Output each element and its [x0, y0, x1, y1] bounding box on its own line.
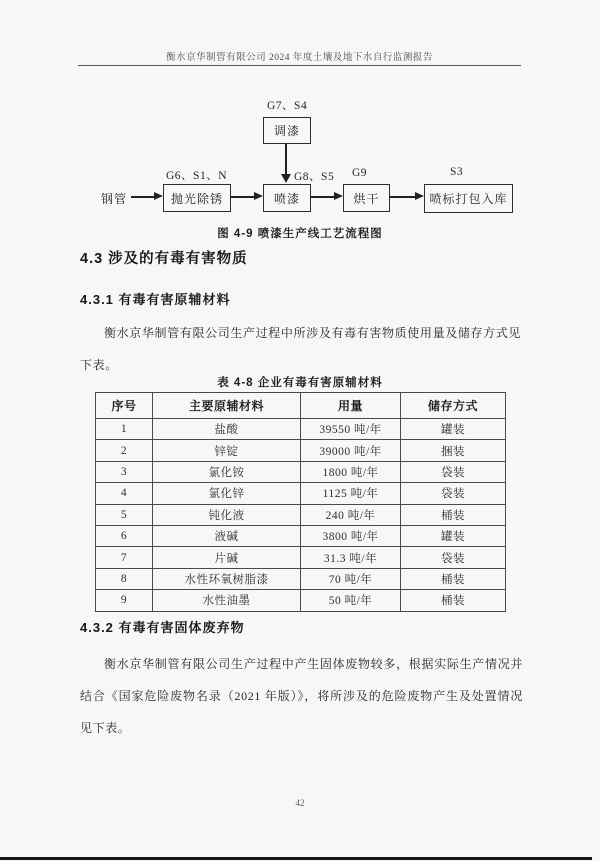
cell-storage-method: 桶装	[401, 590, 506, 611]
cell-serial-no: 1	[96, 419, 153, 440]
cell-usage-amount: 31.3 吨/年	[301, 547, 401, 568]
cell-usage-amount: 3800 吨/年	[301, 525, 401, 546]
cell-usage-amount: 39550 吨/年	[301, 419, 401, 440]
cell-storage-method: 袋装	[401, 547, 506, 568]
cell-serial-no: 2	[96, 440, 153, 461]
flow-box-paint-mixing: 调漆	[263, 117, 311, 144]
cell-storage-method: 罐装	[401, 525, 506, 546]
table-row	[96, 504, 506, 525]
flow-box-drying: 烘干	[343, 184, 390, 212]
materials-table-body	[96, 419, 506, 612]
header-material: 主要原辅材料	[153, 393, 301, 419]
cell-storage-method: 桶装	[401, 504, 506, 525]
right-arrow	[131, 196, 155, 198]
cell-usage-amount: 1800 吨/年	[301, 461, 401, 482]
cell-usage-amount: 240 吨/年	[301, 504, 401, 525]
table-header-row	[96, 393, 506, 419]
cell-usage-amount: 39000 吨/年	[301, 440, 401, 461]
header-storage: 储存方式	[401, 393, 506, 419]
cell-material-name: 片碱	[153, 547, 301, 568]
flow-tag-g8s5: G8、S5	[294, 171, 335, 183]
cell-material-name: 盐酸	[153, 419, 301, 440]
table-row	[96, 590, 506, 611]
hazardous-materials-table	[95, 392, 506, 612]
table-row	[96, 440, 506, 461]
table-row	[96, 547, 506, 568]
right-arrow	[231, 196, 255, 198]
cell-storage-method: 桶装	[401, 568, 506, 589]
cell-serial-no: 6	[96, 525, 153, 546]
table-row	[96, 461, 506, 482]
flow-box-spray-paint: 喷漆	[263, 184, 311, 212]
section-4-3-2-heading: 4.3.2 有毒有害固体废弃物	[80, 620, 245, 635]
section-4-3-heading: 4.3 涉及的有毒有害物质	[80, 251, 248, 267]
cell-serial-no: 3	[96, 461, 153, 482]
cell-usage-amount: 1125 吨/年	[301, 483, 401, 504]
cell-serial-no: 7	[96, 547, 153, 568]
cell-material-name: 液碱	[153, 525, 301, 546]
cell-serial-no: 9	[96, 590, 153, 611]
table-title: 表 4-8 企业有毒有害原辅材料	[217, 377, 383, 389]
flow-box-polish-derust: 抛光除锈	[163, 184, 231, 212]
figure-caption: 图 4-9 喷漆生产线工艺流程图	[217, 228, 383, 240]
table-row	[96, 525, 506, 546]
cell-usage-amount: 50 吨/年	[301, 590, 401, 611]
cell-material-name: 水性油墨	[153, 590, 301, 611]
flow-tag-g6s1n: G6、S1、N	[166, 170, 228, 182]
page-number: 42	[295, 798, 305, 808]
cell-serial-no: 5	[96, 504, 153, 525]
section-4-3-1-heading: 4.3.1 有毒有害原辅材料	[80, 292, 231, 307]
cell-storage-method: 罐装	[401, 419, 506, 440]
cell-material-name: 氯化铵	[153, 461, 301, 482]
cell-material-name: 氯化锌	[153, 483, 301, 504]
cell-storage-method: 袋装	[401, 461, 506, 482]
cell-serial-no: 4	[96, 483, 153, 504]
header-amount: 用量	[301, 393, 401, 419]
flow-tag-g9: G9	[352, 167, 368, 179]
cell-usage-amount: 70 吨/年	[301, 568, 401, 589]
table-row	[96, 568, 506, 589]
cell-material-name: 水性环氧树脂漆	[153, 568, 301, 589]
scan-edge-line	[0, 857, 592, 860]
down-arrow	[285, 143, 287, 174]
right-arrow	[390, 196, 416, 198]
cell-serial-no: 8	[96, 568, 153, 589]
cell-storage-method: 袋装	[401, 483, 506, 504]
cell-material-name: 钝化液	[153, 504, 301, 525]
document-header-title: 衡水京华制管有限公司 2024 年度土壤及地下水自行监测报告	[166, 53, 433, 63]
flow-input-label: 钢管	[101, 192, 128, 206]
section-4-3-1-paragraph: 衡水京华制管有限公司生产过程中所涉及有毒有害物质使用量及储存方式见下表。	[80, 326, 521, 372]
cell-material-name: 锌锭	[153, 440, 301, 461]
section-4-3-2-paragraph: 衡水京华制管有限公司生产过程中产生固体废物较多，根据实际生产情况并结合《国家危险废物名录（2021 年版）》，将所涉及的危险废物产生及处置情况见下表。	[80, 657, 523, 735]
header-serial-no: 序号	[96, 393, 153, 419]
right-arrow	[311, 196, 335, 198]
flow-tag-s3: S3	[450, 166, 464, 178]
cell-storage-method: 捆装	[401, 440, 506, 461]
flow-tag-g7s4: G7、S4	[267, 100, 308, 112]
table-row	[96, 419, 506, 440]
flow-box-mark-pack-store: 喷标打包入库	[424, 184, 513, 213]
process-flowchart	[0, 0, 600, 250]
table-row	[96, 483, 506, 504]
